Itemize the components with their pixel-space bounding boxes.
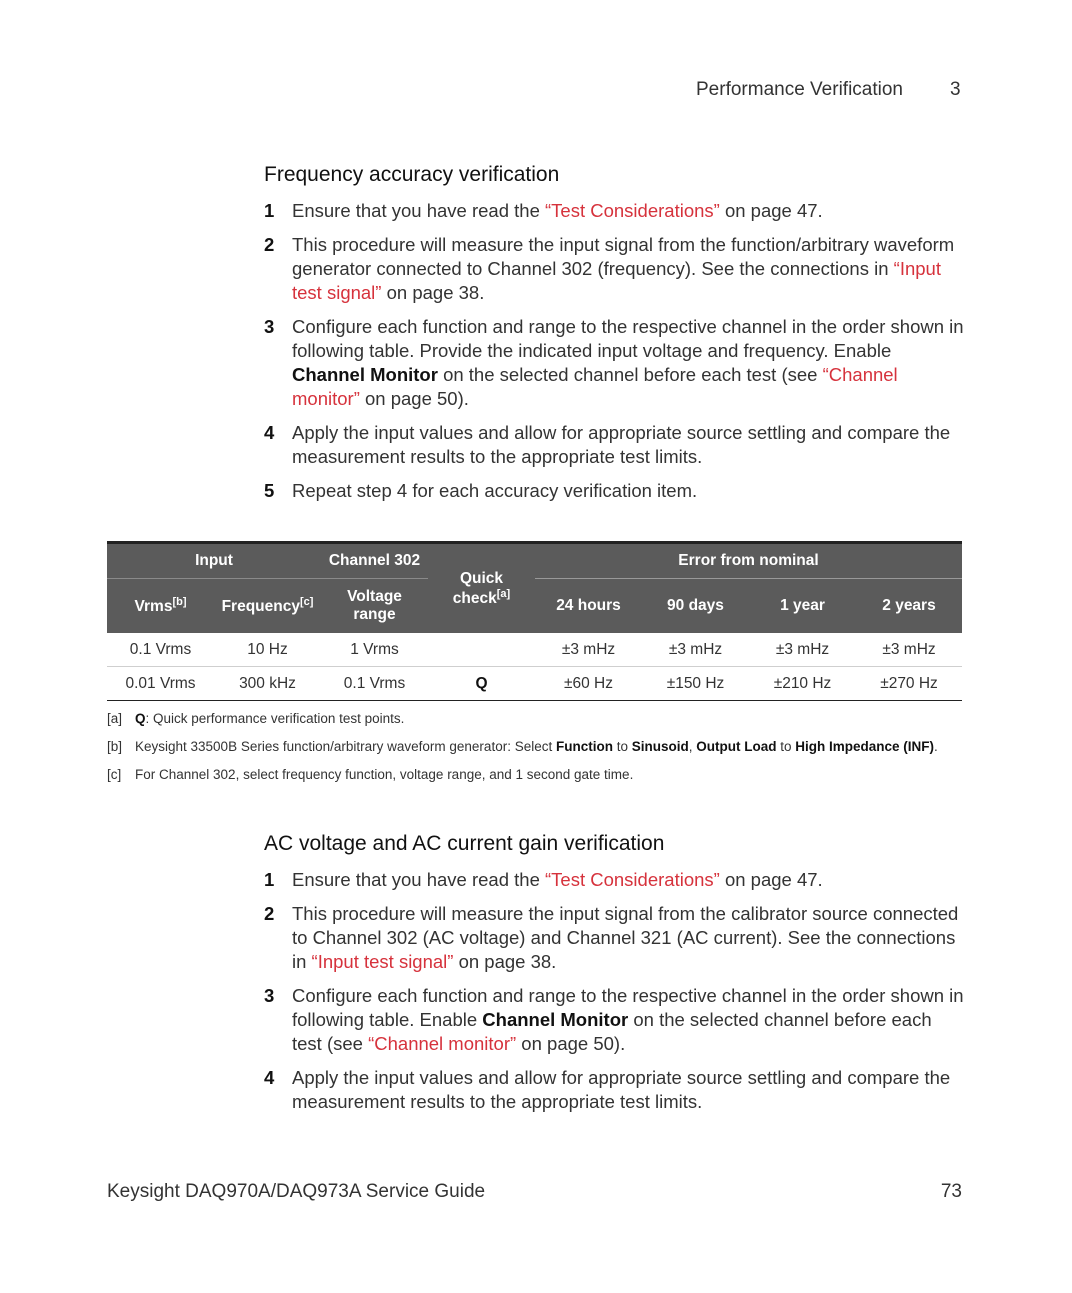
- step-item: 2 This procedure will measure the input signal from the calibrator source connected to Channel 302 (AC voltage) and Channel 321 (AC current). See the connections in “Input test signal” on page 38.: [264, 903, 959, 972]
- step-number: 2: [264, 234, 275, 255]
- footnote-a: [a] Q: Quick performance verification test points.: [107, 709, 967, 737]
- header-voltage-range: Voltage range: [321, 579, 428, 634]
- xref-link-channel-monitor[interactable]: “Channel monitor”: [368, 1033, 517, 1054]
- cell-frequency: 300 kHz: [214, 667, 321, 701]
- footnote-marker: [a]: [107, 711, 123, 726]
- term-channel-monitor: Channel Monitor: [482, 1009, 629, 1030]
- cell-frequency: 10 Hz: [214, 633, 321, 667]
- step-item: 4 Apply the input values and allow for appropriate source settling and compare the measurement results to the appropriate test limits.: [264, 422, 951, 467]
- footnote-ref-c[interactable]: [c]: [299, 596, 314, 608]
- cell-1-year: ±210 Hz: [749, 667, 856, 701]
- cell-1-year: ±3 mHz: [749, 633, 856, 667]
- footnote-b: [b] Keysight 33500B Series function/arbitrary waveform generator: Select Function to Sinusoid, Output Load to High Impedance (INF).: [107, 737, 967, 765]
- xref-link-input-test-signal[interactable]: “Input test signal”: [292, 258, 941, 303]
- table-row: [107, 667, 962, 701]
- cell-voltage-range: 0.1 Vrms: [321, 667, 428, 701]
- step-item: 3 Configure each function and range to the respective channel in the order shown in following table. Enable Channel Monitor on the selected channel before each test (see “Channel monitor” on page 50).: [264, 985, 964, 1054]
- steps-list-ac-gain: [264, 868, 964, 1124]
- running-header-chapter-number: 3: [950, 79, 961, 100]
- header-24-hours: 24 hours: [535, 579, 642, 634]
- xref-link-test-considerations[interactable]: “Test Considerations”: [545, 200, 720, 221]
- step-number: 2: [264, 903, 275, 924]
- step-item: 5 Repeat step 4 for each accuracy verification item.: [264, 480, 698, 501]
- xref-link-test-considerations[interactable]: “Test Considerations”: [545, 869, 720, 890]
- step-item: 3 Configure each function and range to the respective channel in the order shown in following table. Provide the indicated input voltage and frequency. Enable Channel Monitor on the selected channel before each test (see “Channel monitor” on page 50).: [264, 316, 964, 409]
- frequency-verification-table: [107, 541, 962, 701]
- step-item: 1 Ensure that you have read the “Test Considerations” on page 47.: [264, 200, 823, 221]
- header-90-days: 90 days: [642, 579, 749, 634]
- cell-vrms: 0.01 Vrms: [107, 667, 214, 701]
- steps-list-frequency: [264, 199, 964, 513]
- cell-2-years: ±270 Hz: [856, 667, 962, 701]
- term-channel-monitor: Channel Monitor: [292, 364, 438, 385]
- xref-link-input-test-signal[interactable]: “Input test signal”: [311, 951, 454, 972]
- step-number: 3: [264, 985, 275, 1006]
- running-header-title: Performance Verification: [696, 79, 903, 100]
- footer-guide-title: Keysight DAQ970A/DAQ973A Service Guide: [107, 1181, 486, 1202]
- cell-vrms: 0.1 Vrms: [107, 633, 214, 667]
- step-item: 4 Apply the input values and allow for appropriate source settling and compare the measurement results to the appropriate test limits.: [264, 1067, 951, 1112]
- cell-quick-check: [428, 633, 535, 667]
- section-title-ac-gain: AC voltage and AC current gain verification: [264, 832, 665, 855]
- step-number: 4: [264, 422, 275, 443]
- section-title-frequency-accuracy: Frequency accuracy verification: [264, 163, 560, 186]
- cell-quick-check: Q: [428, 667, 535, 701]
- xref-link-channel-monitor[interactable]: “Channel monitor”: [292, 364, 898, 409]
- step-number: 3: [264, 316, 275, 337]
- footer-page-number: 73: [940, 1181, 962, 1202]
- step-number: 1: [264, 200, 275, 221]
- header-quick-check: Quick check[a]: [428, 543, 535, 634]
- table-row: [107, 633, 962, 667]
- header-2-years: 2 years: [856, 579, 962, 634]
- step-number: 1: [264, 869, 275, 890]
- cell-24-hours: ±60 Hz: [535, 667, 642, 701]
- footnote-ref-b[interactable]: [b]: [172, 596, 187, 608]
- header-frequency: Frequency[c]: [214, 579, 321, 634]
- footnote-marker: [b]: [107, 739, 123, 754]
- cell-90-days: ±150 Hz: [642, 667, 749, 701]
- header-1-year: 1 year: [749, 579, 856, 634]
- step-number: 5: [264, 480, 275, 501]
- footnote-c: [c] For Channel 302, select frequency function, voltage range, and 1 second gate time.: [107, 765, 967, 793]
- header-vrms: Vrms[b]: [107, 579, 214, 634]
- cell-voltage-range: 1 Vrms: [321, 633, 428, 667]
- table-footnotes: [107, 709, 967, 793]
- header-channel-group: Channel 302: [321, 543, 428, 579]
- cell-90-days: ±3 mHz: [642, 633, 749, 667]
- step-item: 2 This procedure will measure the input signal from the function/arbitrary waveform generator connected to Channel 302 (frequency). See the connections in “Input test signal” on page 38.: [264, 234, 955, 303]
- step-number: 4: [264, 1067, 275, 1088]
- cell-2-years: ±3 mHz: [856, 633, 962, 667]
- footnote-marker: [c]: [107, 767, 122, 782]
- step-item: 1 Ensure that you have read the “Test Considerations” on page 47.: [264, 869, 823, 890]
- header-error-group: Error from nominal: [535, 543, 962, 579]
- header-input-group: Input: [107, 543, 321, 579]
- cell-24-hours: ±3 mHz: [535, 633, 642, 667]
- footnote-ref-a[interactable]: [a]: [496, 587, 511, 600]
